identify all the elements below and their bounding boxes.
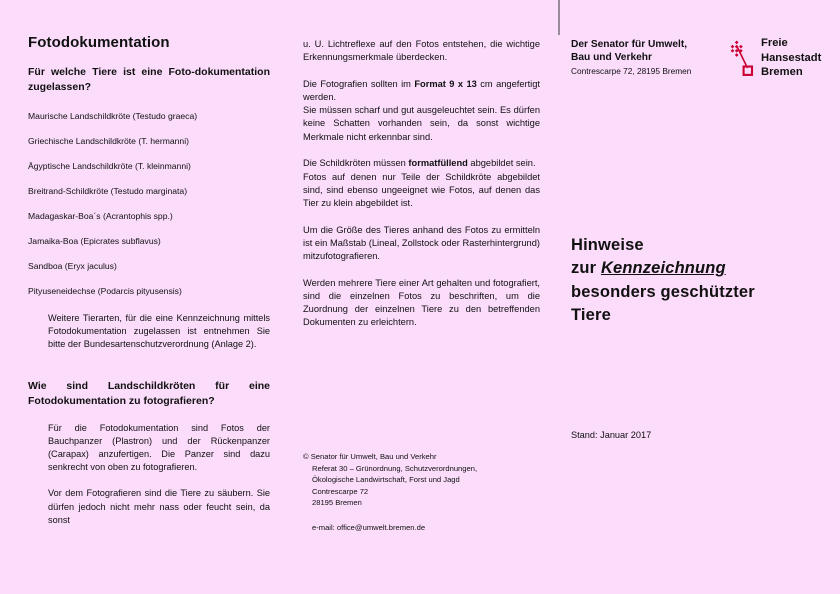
question-heading-2: Wie sind Landschildkröten für eine Fotodokumentation zu fotografieren? xyxy=(28,379,270,407)
list-item: Ägyptische Landschildkröte (T. kleinmanni) xyxy=(28,160,191,171)
list-item: Pityuseneidechse (Podarcis pityusensis) xyxy=(28,286,182,297)
note-paragraph: Weitere Tierarten, für die eine Kennzeichnung mittels Fotodokumentation zugelassen ist entnehmen Sie bitte der Bundesartenschutzverordnung (Anlage 2). xyxy=(48,312,270,349)
cover-title-line-3: besonders geschützter xyxy=(571,282,755,301)
list-item: Maurische Landschildkröte (Testudo graeca) xyxy=(28,110,198,121)
cover-title xyxy=(571,234,833,328)
species-list xyxy=(28,111,270,297)
cover-title-emphasis: Kennzeichnung xyxy=(600,259,726,278)
format-text-post: cm angefertigt werden. xyxy=(303,78,540,103)
paragraph-full-frame xyxy=(303,157,540,170)
senator-block xyxy=(571,38,731,77)
paragraph-plastron-carapax: Für die Fotodokumentation sind Fotos der Bauchpanzer (Plastron) und der Rückenpanzer (Carapax) anzufertigen. Die Panzer sind dazu senkrecht von oben zu fotografieren. xyxy=(48,423,270,473)
fullframe-text-post: abgebildet sein. xyxy=(467,158,536,169)
revision-date: Stand: Januar 2017 xyxy=(571,430,652,440)
state-name-line-1: Freie xyxy=(761,37,788,49)
format-text-pre: Die Fotografien sollten im xyxy=(303,78,415,89)
fold-mark xyxy=(558,0,560,35)
paragraph-multiple-animals: Werden mehrere Tiere einer Art gehalten und fotografiert, sind die einzelnen Fotos zu beschriften, um die Zuordnung der einzelnen Tiere zu den betreffenden Dokumenten zu erleichtern. xyxy=(303,277,540,328)
copyright-icon: © xyxy=(303,452,309,461)
senator-name-line-2: Bau und Verkehr xyxy=(571,52,652,64)
cover-title-line-2-pre: zur xyxy=(571,259,601,278)
imprint-line-5: 28195 Bremen xyxy=(312,498,362,508)
paragraph-format xyxy=(303,78,540,104)
list-item: Breitrand-Schildkröte (Testudo marginata) xyxy=(28,186,188,197)
paragraph-light-reflections: u. U. Lichtreflexe auf den Fotos entstehen, die wichtige Erkennungsmerkmale überdecken. xyxy=(303,39,540,63)
senator-name-line-1: Der Senator für Umwelt, xyxy=(571,39,688,50)
paragraph-partial-photos: Fotos auf denen nur Teile der Schildkröte abgebildet sind, sind ebenso ungeeignet wie Fotos, auf denen das Tier zu klein abgebildet ist. xyxy=(303,171,540,208)
imprint-block xyxy=(303,451,553,533)
state-name-line-2: Hansestadt xyxy=(761,51,822,64)
column-one xyxy=(28,34,270,540)
list-item: Griechische Landschildkröte (T. hermanni) xyxy=(28,135,189,146)
imprint-email[interactable]: e-mail: office@umwelt.bremen.de xyxy=(312,522,426,532)
list-item: Madagaskar-Boa´s (Acrantophis spp.) xyxy=(28,211,173,222)
state-branding xyxy=(729,36,821,80)
paragraph-sharpness: Sie müssen scharf und gut ausgeleuchtet sein. Es dürfen keine Schatten vorhanden sein, da sonst wichtige Merkmale nicht erkennbar sind. xyxy=(303,105,540,142)
column-two xyxy=(303,38,540,343)
cover-title-line-2 xyxy=(571,257,833,280)
list-item: Jamaika-Boa (Epicrates subflavus) xyxy=(28,236,161,247)
fullframe-text-pre: Die Schildkröten müssen xyxy=(303,158,409,169)
paragraph-cleaning: Vor dem Fotografieren sind die Tiere zu säubern. Sie dürfen jedoch nicht mehr nass oder feucht sein, da sonst xyxy=(48,488,270,525)
imprint-line-3: Ökologische Landwirtschaft, Forst und Jagd xyxy=(312,475,460,485)
paragraph-scale: Um die Größe des Tieres anhand des Fotos zu ermitteln ist ein Maßstab (Lineal, Zollstock oder Rasterhintergrund) mitzufotografieren. xyxy=(303,224,540,261)
page-title: Fotodokumentation xyxy=(28,34,170,51)
list-item: Sandboa (Eryx jaculus) xyxy=(28,261,117,272)
imprint-publisher xyxy=(303,451,553,463)
imprint-line-1: Senator für Umwelt, Bau und Verkehr xyxy=(310,452,437,461)
question-heading-1: Für welche Tiere ist eine Foto-dokumentation zugelassen? xyxy=(28,66,270,94)
senator-address: Contrescarpe 72, 28195 Bremen xyxy=(571,65,692,76)
cover-title-line-1: Hinweise xyxy=(571,236,644,254)
format-size-bold: Format 9 x 13 xyxy=(414,78,477,89)
state-name-line-3: Bremen xyxy=(761,66,803,79)
imprint-line-2: Referat 30 – Grünordnung, Schutzverordnungen, xyxy=(312,463,478,473)
cover-title-line-4: Tiere xyxy=(571,306,611,325)
state-name-block xyxy=(761,36,821,80)
imprint-line-4: Contrescarpe 72 xyxy=(312,486,369,496)
fullframe-bold: formatfüllend xyxy=(408,158,468,169)
bremen-key-icon xyxy=(729,38,755,80)
